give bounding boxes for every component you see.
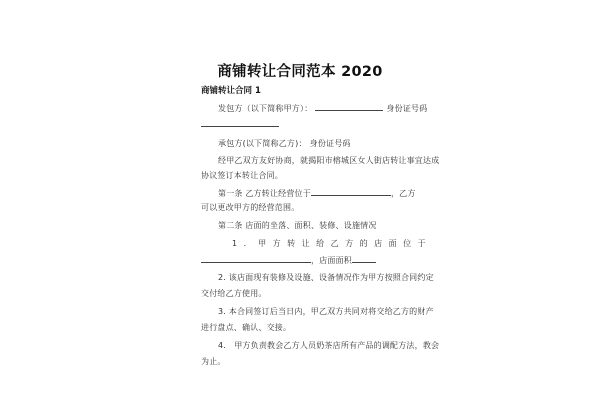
party-b-id-label: 身份证号码 [309, 139, 351, 148]
clause-1-line [232, 238, 432, 249]
party-b-line [218, 138, 351, 149]
document-subtitle: 商铺转让合同 1 [201, 86, 261, 96]
area-blank [352, 254, 376, 263]
article-1-number: 第一条 [218, 189, 243, 198]
party-a-id-label: 身份证号码 [386, 104, 428, 113]
party-b-label: 承包方(以下简称乙方)： [218, 139, 307, 148]
document-title: 商铺转让合同范本 2020 [217, 64, 383, 80]
article-1-tail: ，乙方 [390, 189, 416, 198]
clause-2-line-2: 交付给乙方使用。 [201, 289, 267, 298]
article-1-text: 乙方转让经营位于 [245, 189, 311, 198]
party-a-id-blank-line [201, 118, 279, 129]
party-a-label: 发包方（以下简称甲方）： [218, 104, 313, 113]
clause-3-line-2: 进行盘点、确认、交接。 [201, 323, 292, 332]
clause-1-text: 1．甲方转让给乙方的店面位于 [232, 239, 433, 248]
clause-2-line: 2. 该店面现有装修及设施、设备情况作为甲方按照合同约定 [218, 273, 434, 282]
party-a-id-blank [201, 118, 279, 127]
party-a-blank [315, 102, 383, 111]
location-blank [201, 254, 311, 263]
paragraph-intro-1: 经甲乙双方友好协商，就揭阳市榕城区女人街店转让事宜达成 [218, 156, 440, 165]
clause-4-line: 4． 甲方负责教会乙方人员奶茶店所有产品的调配方法，教会 [218, 341, 440, 350]
article-1-blank [311, 187, 391, 196]
clause-1-line-2 [201, 254, 376, 266]
article-1-line-2: 可以更改甲方的经营范围。 [201, 203, 300, 212]
paragraph-intro-2: 协议签订本转让合同。 [201, 171, 283, 180]
article-2-heading: 第二条 店面的坐落、面积、装修、设施情况 [218, 221, 377, 230]
clause-1-area-text: ，店面面积 [311, 256, 352, 265]
article-1-line [218, 187, 416, 199]
clause-4-line-2: 为止。 [201, 357, 226, 366]
clause-3-line: 3. 本合同签订后当日内，甲乙双方共同对将交给乙方的财产 [218, 307, 434, 316]
party-a-line [218, 102, 427, 114]
